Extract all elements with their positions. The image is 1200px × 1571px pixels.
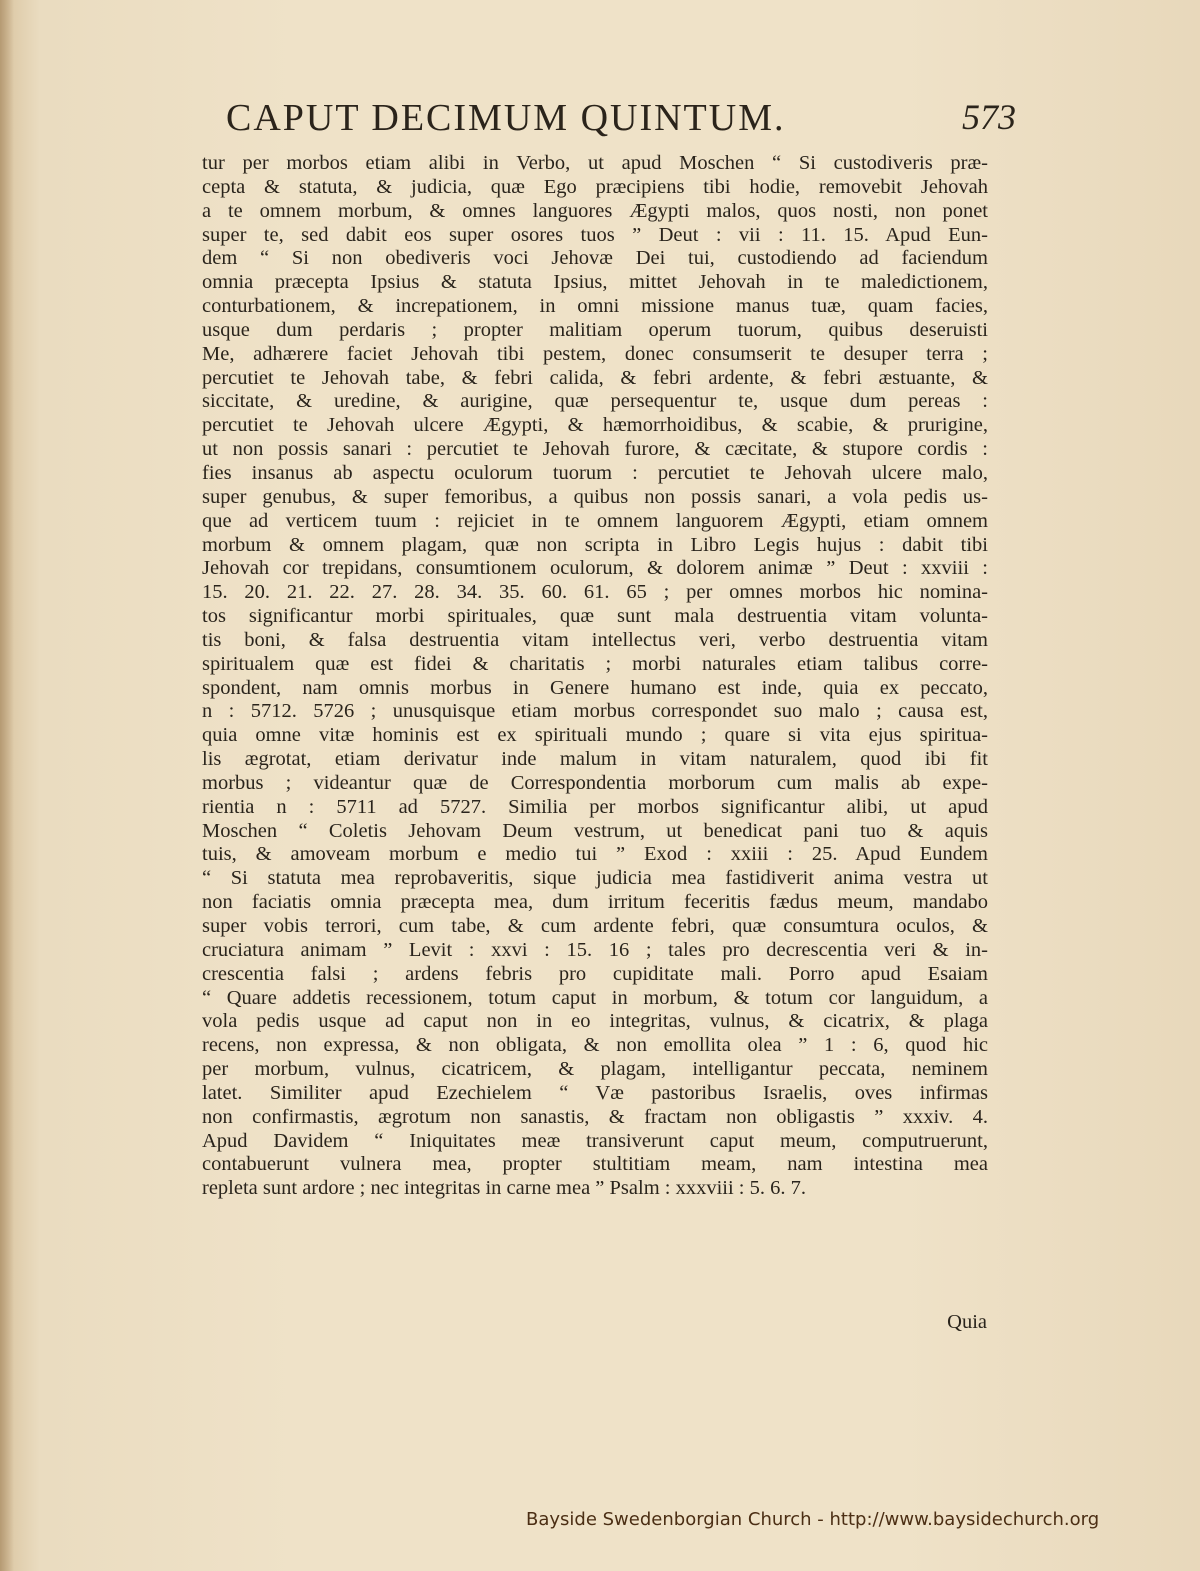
text-line: recens, non expressa, & non obligata, & non emollita olea ” 1 : 6, quod hic — [202, 1034, 988, 1057]
text-line: latet. Similiter apud Ezechielem “ Væ pastoribus Israelis, oves infirmas — [202, 1081, 988, 1104]
text-line: spondent, nam omnis morbus in Genere humano est inde, quia ex peccato, — [202, 676, 988, 699]
text-line: Apud Davidem “ Iniquitates meæ transiverunt caput meum, computruerunt, — [202, 1129, 988, 1152]
text-line: contabuerunt vulnera mea, propter stultitiam meam, nam intestina mea — [202, 1153, 988, 1176]
text-line: fies insanus ab aspectu oculorum tuorum : percutiet te Jehovah ulcere malo, — [202, 461, 988, 484]
text-line: Me, adhærere faciet Jehovah tibi pestem, donec consumserit te desuper terra ; — [202, 342, 988, 365]
text-line: Jehovah cor trepidans, consumtionem oculorum, & dolorem animæ ” Deut : xxviii : — [202, 557, 988, 580]
text-line: Moschen “ Coletis Jehovam Deum vestrum, ut benedicat pani tuo & aquis — [202, 819, 988, 842]
page-number: 573 — [962, 97, 1016, 137]
catchword: Quia — [947, 1311, 987, 1333]
footer-credit: Bayside Swedenborgian Church - http://www.baysidechurch.org — [526, 1509, 1100, 1530]
text-line: dem “ Si non obediveris voci Jehovæ Dei tui, custodiendo ad faciendum — [202, 247, 988, 270]
text-line: crescentia falsi ; ardens febris pro cupiditate mali. Porro apud Esaiam — [202, 962, 988, 985]
text-line: usque dum perdaris ; propter malitiam operum tuorum, quibus deseruisti — [202, 318, 988, 341]
text-line: tis boni, & falsa destruentia vitam intellectus veri, verbo destruentia vitam — [202, 628, 988, 651]
text-line: 15. 20. 21. 22. 27. 28. 34. 35. 60. 61. 65 ; per omnes morbos hic nomina- — [202, 581, 988, 604]
running-title: CAPUT DECIMUM QUINTUM. — [226, 97, 786, 139]
text-line: cepta & statuta, & judicia, quæ Ego præcipiens tibi hodie, removebit Jehovah — [202, 175, 988, 198]
page-edge-shadow — [0, 0, 14, 1571]
page-header — [226, 96, 1016, 144]
text-line: n : 5712. 5726 ; unusquisque etiam morbus correspondet suo malo ; causa est, — [202, 700, 988, 723]
text-line: conturbationem, & increpationem, in omni missione manus tuæ, quam facies, — [202, 295, 988, 318]
text-line: tuis, & amoveam morbum e medio tui ” Exod : xxiii : 25. Apud Eundem — [202, 843, 988, 866]
text-line: non faciatis omnia præcepta mea, dum irritum feceritis fædus meum, mandabo — [202, 891, 988, 914]
text-line: cruciatura animam ” Levit : xxvi : 15. 16 ; tales pro decrescentia veri & in- — [202, 938, 988, 961]
text-line: quia omne vitæ hominis est ex spirituali mundo ; quare si vita ejus spiritua- — [202, 724, 988, 747]
text-line: morbus ; videantur quæ de Correspondentia morborum cum malis ab expe- — [202, 771, 988, 794]
text-line: morbum & omnem plagam, quæ non scripta in Libro Legis hujus : dabit tibi — [202, 533, 988, 556]
text-line: super te, sed dabit eos super osores tuos ” Deut : vii : 11. 15. Apud Eun- — [202, 223, 988, 246]
text-line: super genubus, & super femoribus, a quibus non possis sanari, a vola pedis us- — [202, 485, 988, 508]
text-line: spiritualem quæ est fidei & charitatis ; morbi naturales etiam talibus corre- — [202, 652, 988, 675]
text-line: percutiet te Jehovah tabe, & febri calida, & febri ardente, & febri æstuante, & — [202, 366, 988, 389]
text-line: non confirmastis, ægrotum non sanastis, & fractam non obligastis ” xxxiv. 4. — [202, 1105, 988, 1128]
text-line: siccitate, & uredine, & aurigine, quæ persequentur te, usque dum pereas : — [202, 390, 988, 413]
text-line: a te omnem morbum, & omnes languores Ægypti malos, quos nosti, non ponet — [202, 199, 988, 222]
text-line: omnia præcepta Ipsius & statuta Ipsius, mittet Jehovah in te maledictionem, — [202, 271, 988, 294]
text-line: lis ægrotat, etiam derivatur inde malum in vitam naturalem, quod ibi fit — [202, 748, 988, 771]
text-line: super vobis terrori, cum tabe, & cum ardente febri, quæ consumtura oculos, & — [202, 915, 988, 937]
text-line: “ Quare addetis recessionem, totum caput in morbum, & totum cor languidum, a — [202, 986, 988, 1009]
text-line: vola pedis usque ad caput non in eo integritas, vulnus, & cicatrix, & plaga — [202, 1010, 988, 1033]
text-line: “ Si statuta mea reprobaveritis, sique judicia mea fastidiverit anima vestra ut — [202, 867, 988, 890]
text-line: tos significantur morbi spirituales, quæ sunt mala destruentia vitam volunta- — [202, 605, 988, 628]
text-line: repleta sunt ardore ; nec integritas in carne mea ” Psalm : xxxviii : 5. 6. 7. — [202, 1177, 806, 1200]
text-line: ut non possis sanari : percutiet te Jehovah furore, & cæcitate, & stupore cordis : — [202, 438, 988, 461]
text-line: tur per morbos etiam alibi in Verbo, ut apud Moschen “ Si custodiveris præ- — [202, 152, 988, 174]
text-line: rientia n : 5711 ad 5727. Similia per morbos significantur alibi, ut apud — [202, 795, 988, 818]
text-line: per morbum, vulnus, cicatricem, & plagam, intelligantur peccata, neminem — [202, 1058, 988, 1081]
body-text — [202, 152, 988, 1201]
text-line: percutiet te Jehovah ulcere Ægypti, & hæmorrhoidibus, & scabie, & prurigine, — [202, 414, 988, 437]
text-line: que ad verticem tuum : rejiciet in te omnem languorem Ægypti, etiam omnem — [202, 509, 988, 532]
